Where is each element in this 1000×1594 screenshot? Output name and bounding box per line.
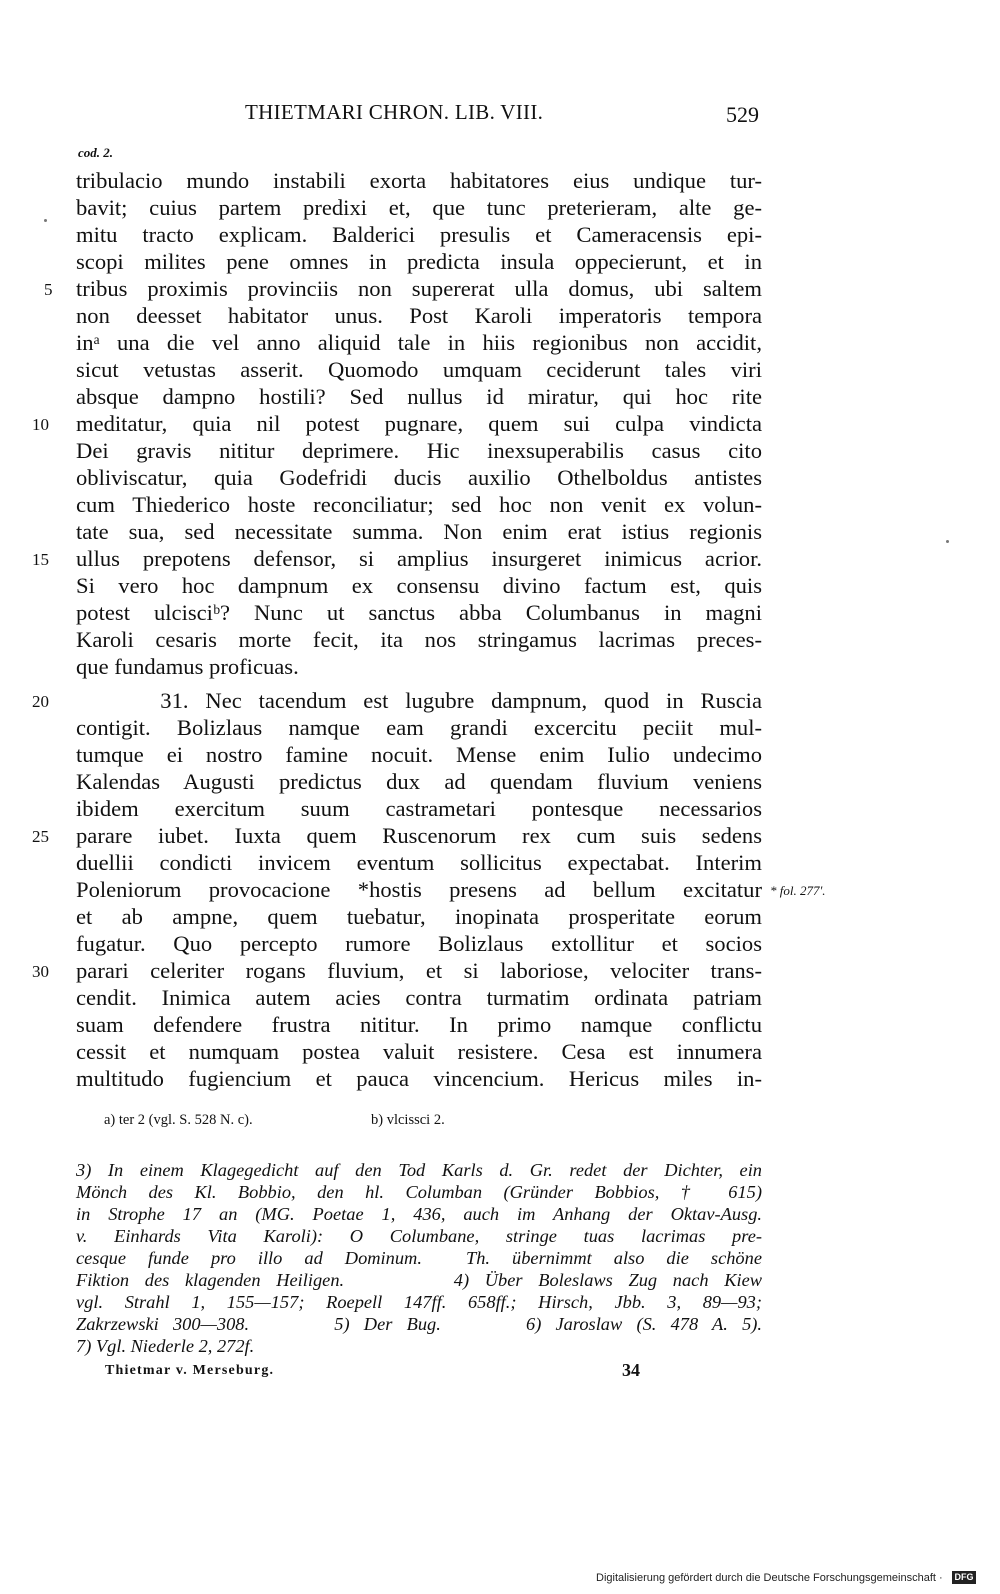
text-line: suam defendere frustra nititur. In primo namque conflictu [76, 1012, 762, 1037]
line-number: 5 [44, 280, 53, 299]
line-number: 25 [32, 827, 49, 846]
folio-margin-note: * fol. 277'. [770, 883, 826, 898]
text-line: que fundamus proficuas. [76, 654, 299, 679]
signature-mark: 34 [622, 1360, 640, 1380]
text-line: sicut vetustas asserit. Quomodo umquam ceciderunt tales viri [76, 357, 762, 382]
text-line: Si vero hoc dampnum ex consensu divino factum est, quis [76, 573, 762, 598]
critical-note-a: a) ter 2 (vgl. S. 528 N. c). [104, 1112, 253, 1128]
text-line: tribus proximis provinciis non supererat ulla domus, ubi saltem [76, 276, 762, 301]
text-line: multitudo fugiencium et pauca vincencium. Hericus miles in- [76, 1066, 762, 1091]
line-number: 20 [32, 692, 49, 711]
text-line: Dei gravis nititur deprimere. Hic inexsuperabilis casus cito [76, 438, 762, 463]
line-number: 15 [32, 550, 49, 569]
text-line: Poleniorum provocacione *hostis presens ad bellum excitatur [76, 877, 762, 902]
footnote-line: Mönch des Kl. Bobbio, den hl. Columban (Gründer Bobbios, † 615) [76, 1182, 762, 1202]
text-line: absque dampno hostili? Sed nullus id miratur, qui hoc rite [76, 384, 762, 409]
text-line: duellii condicti invicem eventum sollicitus expectabat. Interim [76, 850, 762, 875]
digitization-note: Digitalisierung gefördert durch die Deutsche Forschungsgemeinschaft · [596, 1572, 943, 1584]
text-line: tate sua, sed necessitate summa. Non enim erat istius regionis [76, 519, 762, 544]
critical-note-b: b) vlcissci 2. [371, 1112, 445, 1128]
footnote-line: Fiktion des klagenden Heiligen. 4) Über Boleslaws Zug nach Kiew [76, 1270, 762, 1290]
text-line: cessit et numquam postea valuit resistere. Cesa est innumera [76, 1039, 762, 1064]
text-line: fugatur. Quo percepto rumore Bolizlaus extollitur et socios [76, 931, 762, 956]
chapter-31-first-line: 31. Nec tacendum est lugubre dampnum, quod in Ruscia [76, 688, 762, 713]
text-line: tumque ei nostro famine nocuit. Mense enim Iulio undecimo [76, 742, 762, 767]
footnote-line: Zakrzewski 300—308. 5) Der Bug. 6) Jaroslaw (S. 478 A. 5). [76, 1314, 762, 1334]
footnote-line: v. Einhards Vita Karoli): O Columbane, stringe tuas lacrimas pre- [76, 1226, 762, 1246]
text-line: inᵃ una die vel anno aliquid tale in hiis regionibus non accidit, [76, 330, 762, 355]
dfg-logo-icon: DFG [952, 1571, 976, 1584]
text-line: cum Thiederico hoste reconciliatur; sed hoc non venit ex volun- [76, 492, 762, 517]
footnote-line: vgl. Strahl 1, 155—157; Roepell 147ff. 658ff.; Hirsch, Jbb. 3, 89—93; [76, 1292, 762, 1312]
text-line: potest ulcisciᵇ? Nunc ut sanctus abba Columbanus in magni [76, 600, 762, 625]
text-line: ullus prepotens defensor, si amplius insurgeret inimicus acrior. [76, 546, 762, 571]
text-line: et ab ampne, quem tuebatur, inopinata prosperitate eorum [76, 904, 762, 929]
text-line: contigit. Bolizlaus namque eam grandi excercitu peciit mul- [76, 715, 762, 740]
text-line: Kalendas Augusti predictus dux ad quendam fluvium veniens [76, 769, 762, 794]
scan-speck [946, 540, 949, 543]
footnote-line: 7) Vgl. Niederle 2, 272f. [76, 1336, 255, 1356]
text-line: obliviscatur, quia Godefridi ducis auxilio Othelboldus antistes [76, 465, 762, 490]
text-line: Karoli cesaris morte fecit, ita nos stringamus lacrimas preces- [76, 627, 762, 652]
signature-title: Thietmar v. Merseburg. [105, 1363, 275, 1378]
text-line: parari celeriter rogans fluvium, et si laboriose, velociter trans- [76, 958, 762, 983]
text-line: parare iubet. Iuxta quem Ruscenorum rex cum suis sedens [76, 823, 762, 848]
scan-speck [44, 219, 47, 222]
page-number: 529 [726, 102, 759, 127]
text-line: cendit. Inimica autem acies contra turmatim ordinata patriam [76, 985, 762, 1010]
text-line: bavit; cuius partem predixi et, que tunc preterieram, alte ge- [76, 195, 762, 220]
text-line: scopi milites pene omnes in predicta insula oppecierunt, et in [76, 249, 762, 274]
text-line: meditatur, quia nil potest pugnare, quem sui culpa vindicta [76, 411, 762, 436]
footnote-line: 3) In einem Klagegedicht auf den Tod Karls d. Gr. redet der Dichter, ein [76, 1160, 762, 1180]
codex-note: cod. 2. [78, 145, 114, 160]
running-head: THIETMARI CHRON. LIB. VIII. [245, 100, 544, 124]
text-line: ibidem exercitum suum castrametari pontesque necessarios [76, 796, 762, 821]
footnote-line: cesque funde pro illo ad Dominum. Th. übernimmt also die schöne [76, 1248, 762, 1268]
text-line: mitu tracto explicam. Balderici presulis et Cameracensis epi- [76, 222, 762, 247]
text-line: tribulacio mundo instabili exorta habitatores eius undique tur- [76, 168, 762, 193]
line-number: 30 [32, 962, 49, 981]
line-number: 10 [32, 415, 49, 434]
text-line: non deesset habitator unus. Post Karoli imperatoris tempora [76, 303, 762, 328]
footnote-line: in Strophe 17 an (MG. Poetae 1, 436, auch im Anhang der Oktav-Ausg. [76, 1204, 762, 1224]
